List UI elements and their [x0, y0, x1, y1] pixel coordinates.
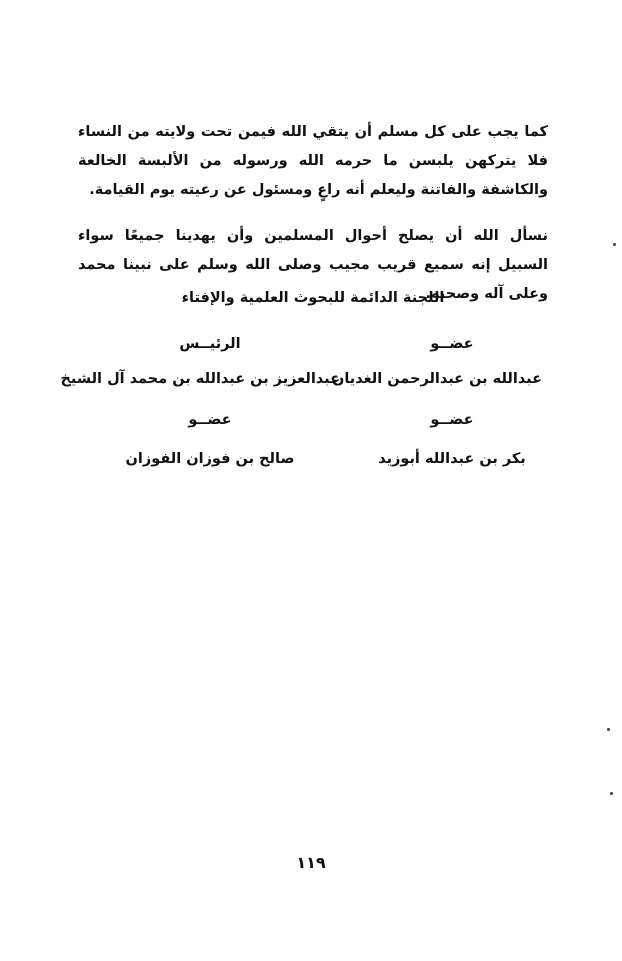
- scan-speck: [610, 792, 613, 795]
- member-title-3: عضــو: [188, 412, 232, 428]
- member-title-2: عضــو: [430, 412, 474, 428]
- president-title: الرئيــس: [179, 336, 241, 352]
- member-title-1: عضــو: [430, 336, 474, 352]
- member-name-2: بكر بن عبدالله أبوزيد: [378, 451, 526, 467]
- member-name-1: عبدالله بن عبدالرحمن الغديان: [331, 371, 542, 387]
- scan-speck: [607, 728, 610, 731]
- president-name: عبدالعزيز بن عبدالله بن محمد آل الشيخ: [60, 371, 340, 387]
- page-number: ١١٩: [296, 853, 326, 872]
- scan-speck: [613, 243, 616, 246]
- paragraph-2: نسأل الله أن يصلح أحوال المسلمين وأن يهدينا جميعًا سواء السبيل إنه سميع قريب مجيب وصلى الله وسلم على نبينا محمد وعلى آله وصحبه.: [78, 228, 548, 302]
- member-name-3: صالح بن فوزان الفوزان: [125, 451, 295, 467]
- paragraph-1: كما يجب على كل مسلم أن يتقي الله فيمن تحت ولايته من النساء فلا يتركهن يلبسن ما حرمه الله ورسوله من الألبسة الخالعة والكاشفة والفاتنة وليعلم أنه راعٍ ومسئول عن رعيته يوم القيامة.: [78, 124, 548, 198]
- committee-title: اللجنة الدائمة للبحوث العلمية والإفتاء: [181, 290, 445, 306]
